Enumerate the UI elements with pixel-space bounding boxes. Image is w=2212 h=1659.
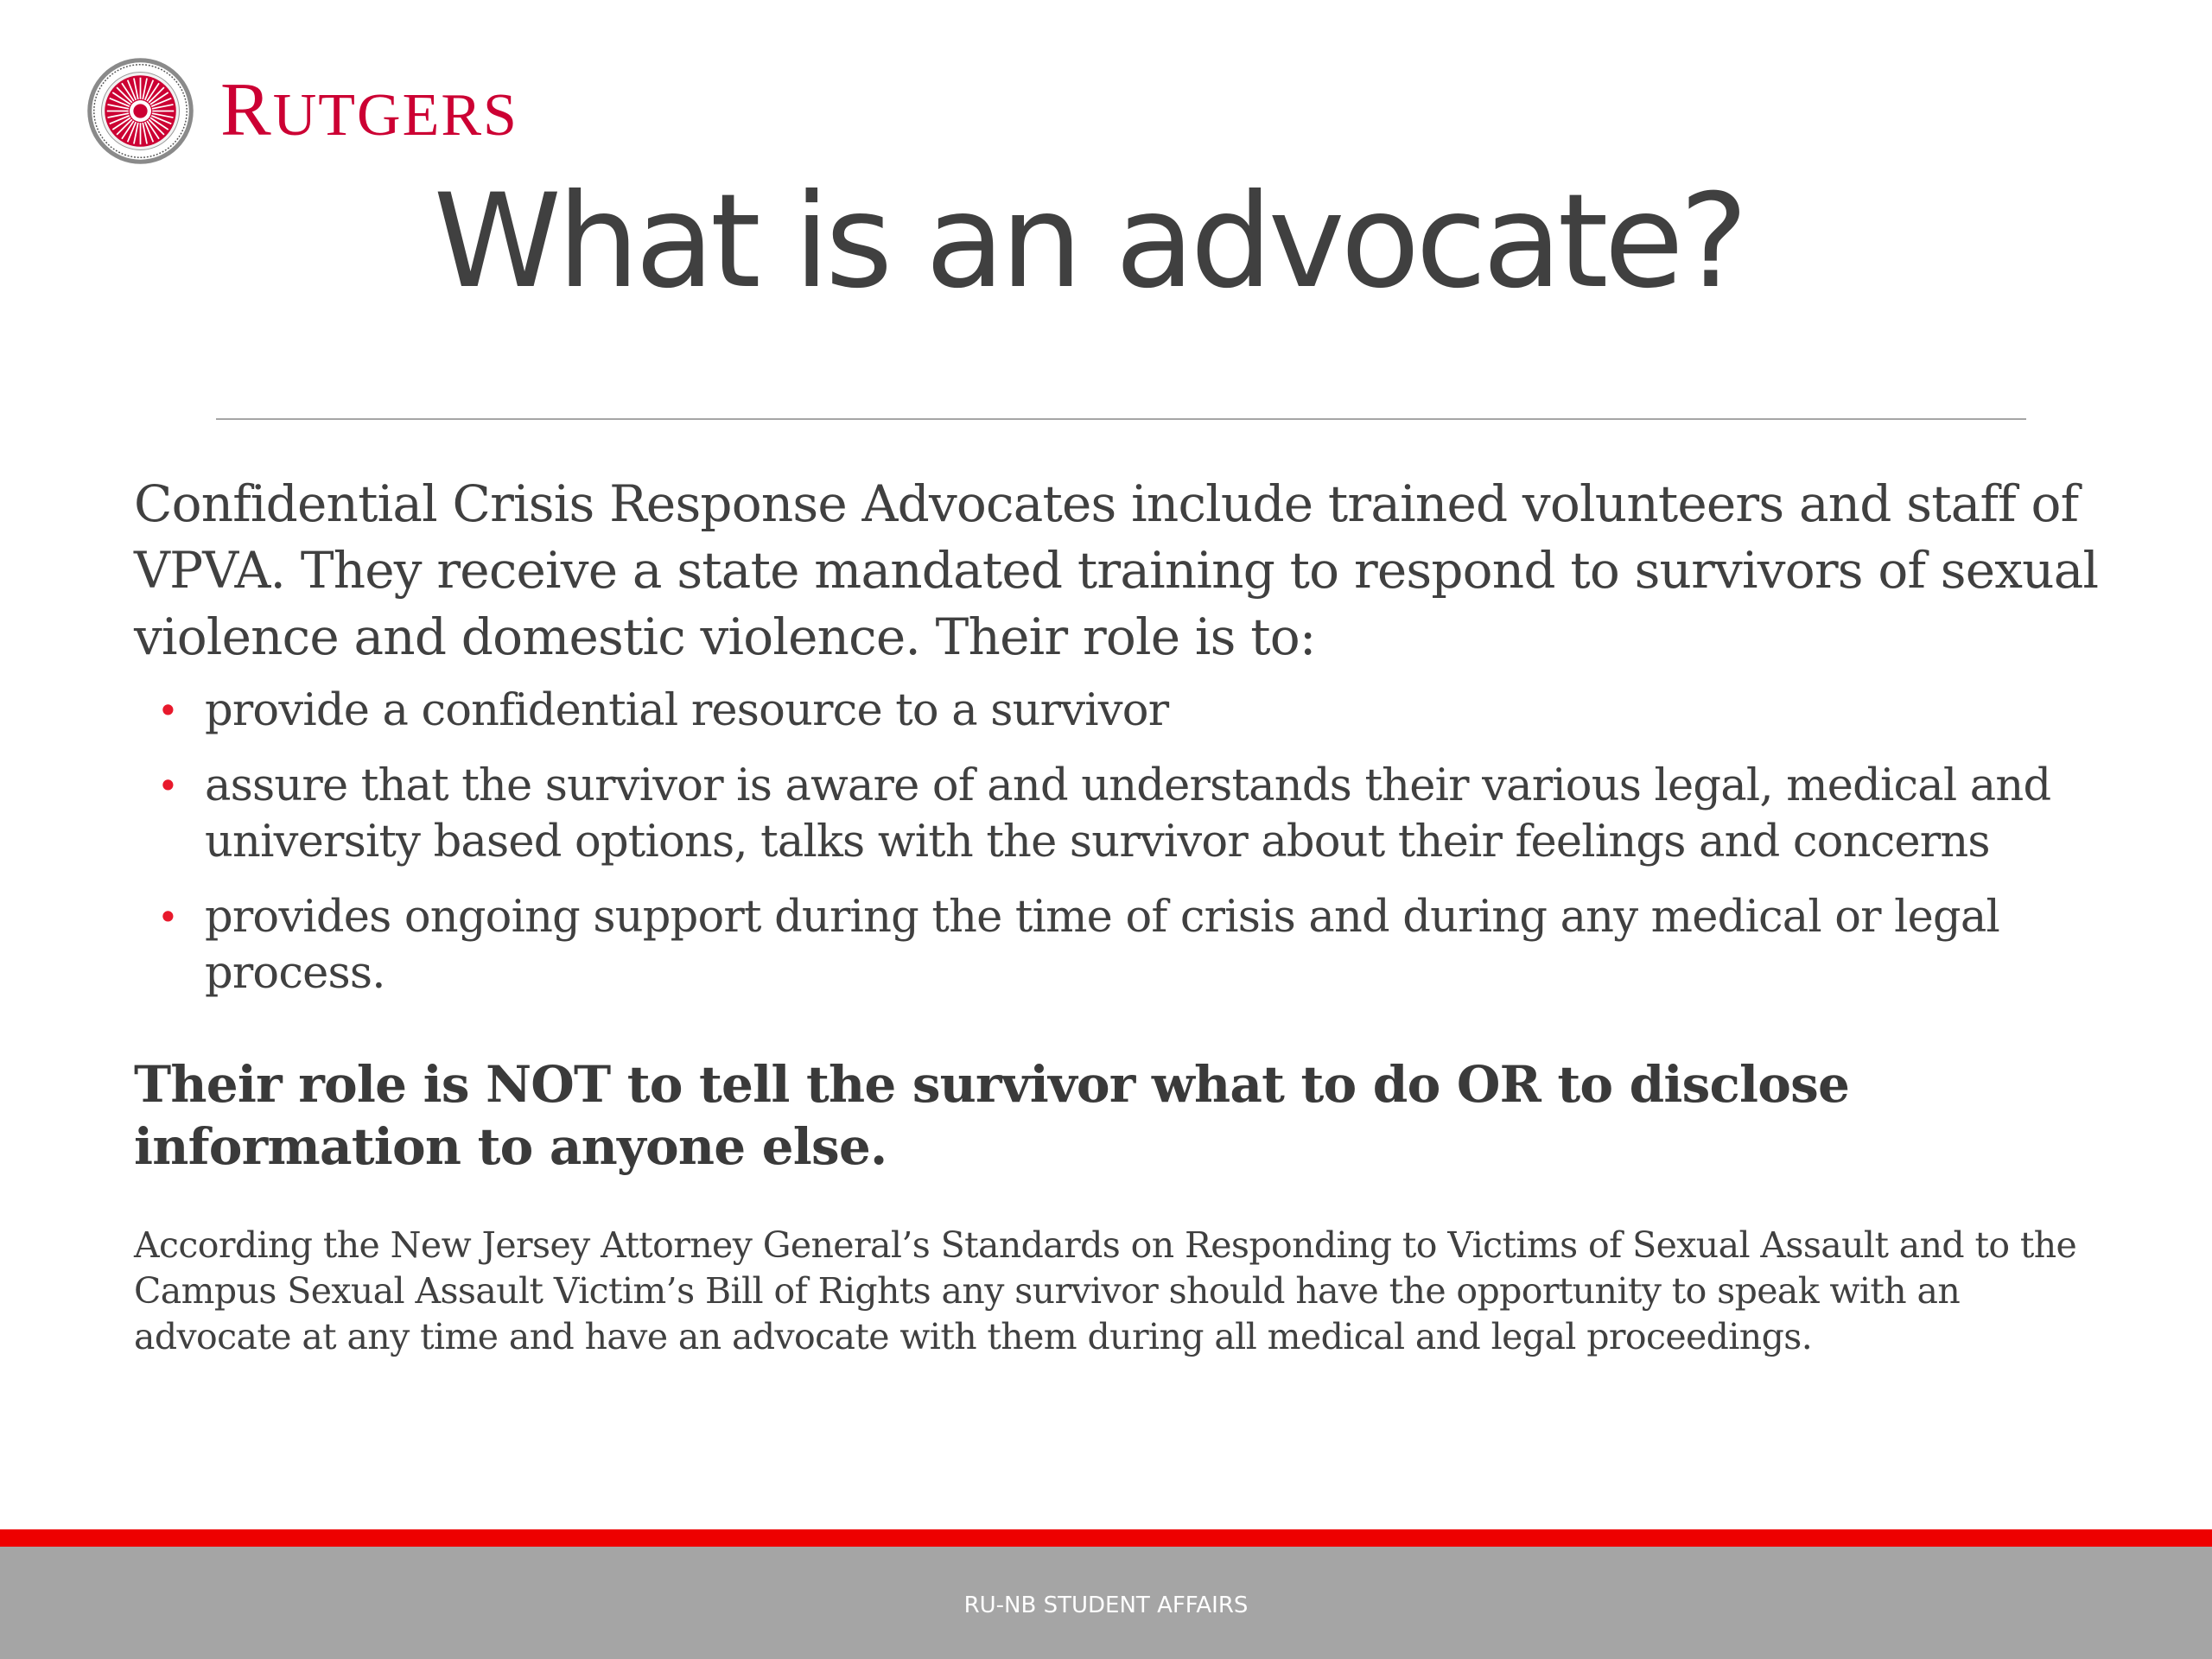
bullet-dot: •	[157, 765, 178, 807]
bullet-text: provides ongoing support during the time of crisis and during any medical or legal process.	[205, 892, 1999, 999]
slide-content	[134, 471, 2121, 1360]
wordmark-initial: R	[220, 68, 273, 152]
bullet-item	[134, 889, 2121, 1001]
bullet-item	[134, 683, 2121, 739]
role-bullet-list	[134, 683, 2121, 1001]
intro-paragraph: Confidential Crisis Response Advocates include trained volunteers and staff of VPVA. They receive a state mandated training to respond to survivors of sexual violence and domestic violence. Their role is to:	[134, 474, 2099, 666]
bullet-text: assure that the survivor is aware of and understands their various legal, medical and university based options, talks with the survivor about their feelings and concerns	[205, 760, 2051, 868]
slide-title: What is an advocate?	[433, 167, 1745, 317]
bullet-text: provide a confidential resource to a survivor	[205, 685, 1169, 736]
bullet-dot: •	[157, 690, 178, 732]
bullet-dot: •	[157, 896, 178, 938]
wordmark-rest: UTGERS	[272, 82, 518, 149]
footer-red-bar	[0, 1529, 2212, 1547]
title-divider	[216, 418, 2026, 420]
rutgers-logo	[76, 41, 521, 180]
rutgers-seal-icon	[86, 57, 194, 165]
standards-paragraph: According the New Jersey Attorney General’s Standards on Responding to Victims of Sexual Assault and to the Campus Sexual Assault Victim’s Bill of Rights any survivor should have the opportunity to speak with an advocate at any time and have an advocate with them during all medical and legal proceedings.	[134, 1224, 2077, 1357]
rutgers-wordmark	[220, 68, 518, 152]
bullet-item	[134, 758, 2121, 870]
role-not-statement: Their role is NOT to tell the survivor what to do OR to disclose information to anyone else.	[134, 1055, 1850, 1176]
footer-text: RU-NB STUDENT AFFAIRS	[963, 1592, 1249, 1618]
